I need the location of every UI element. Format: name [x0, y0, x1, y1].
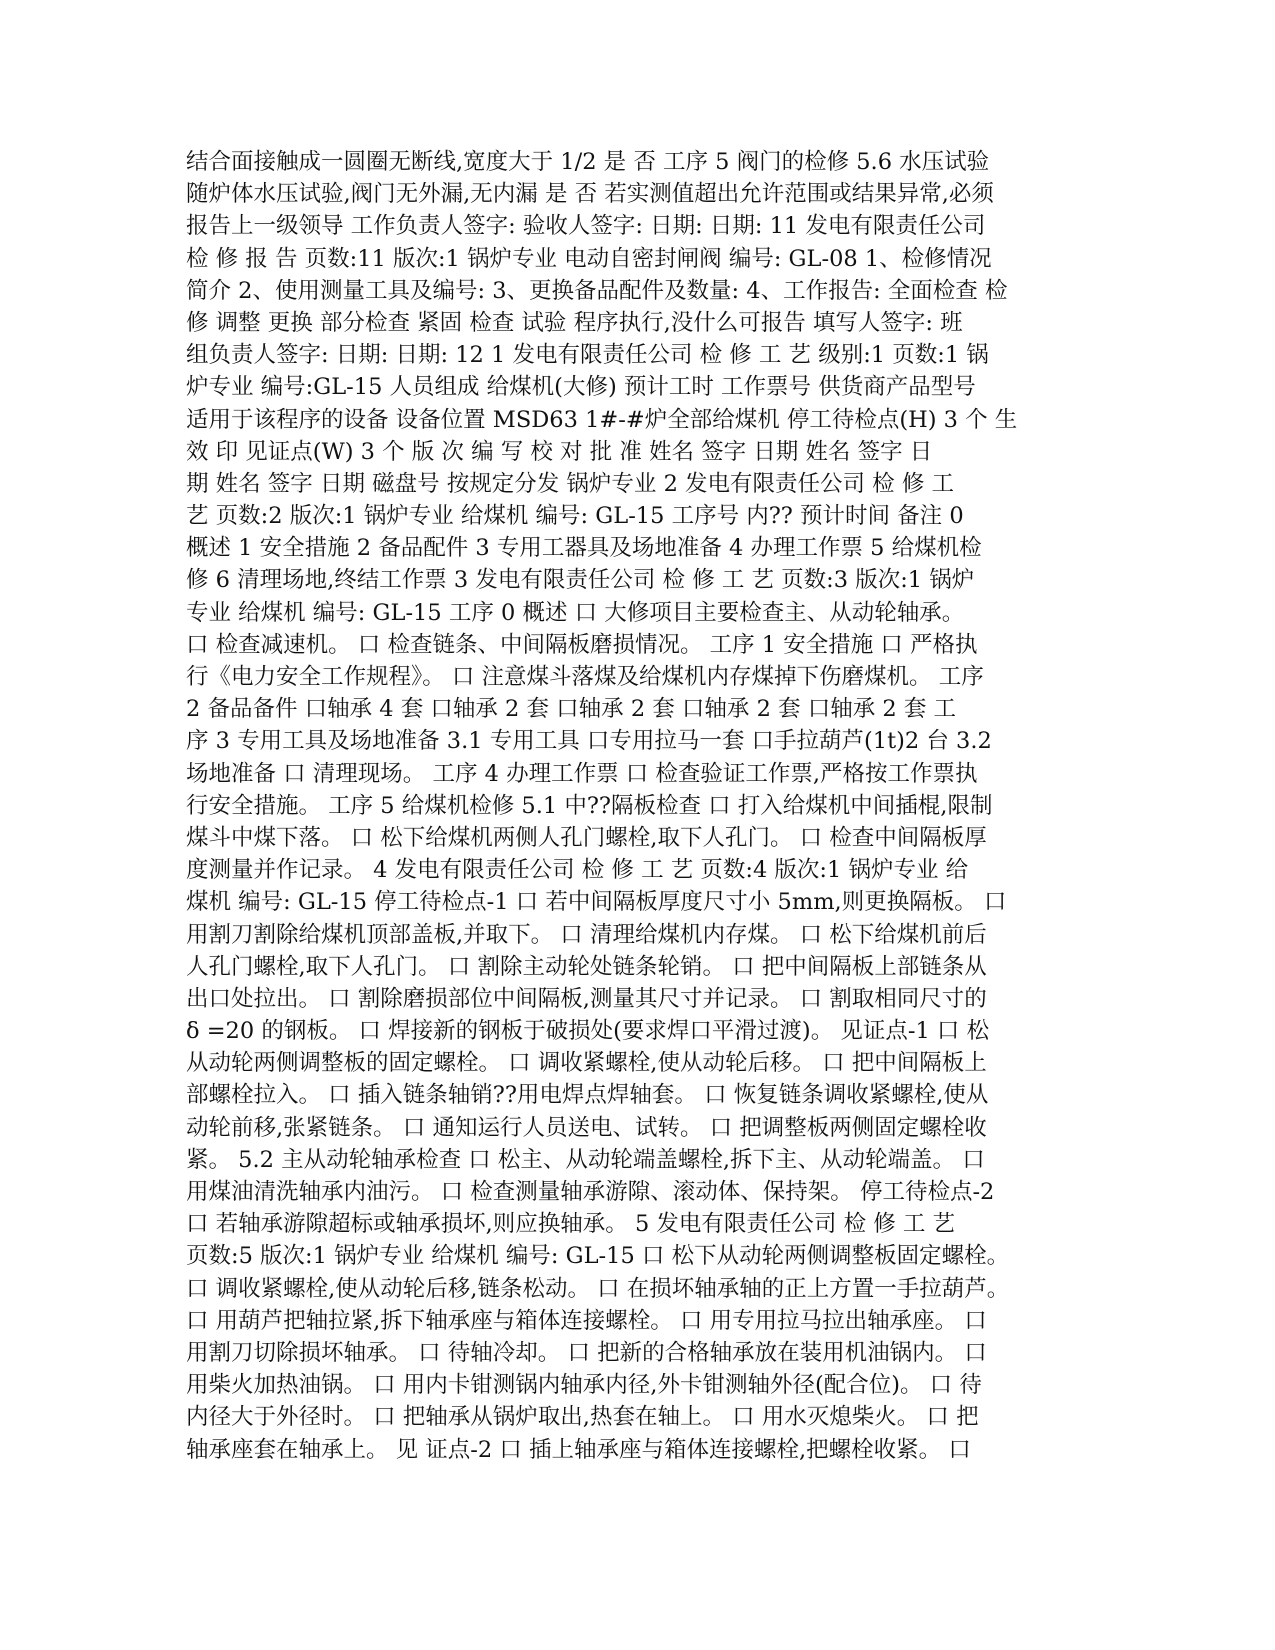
- text-line: 适用于该程序的设备 设备位置 MSD63 1#-#炉全部给煤机 停工待检点(H) 3 个 生: [186, 406, 1018, 433]
- text-line: 紧。 5.2 主从动轮轴承检查 口 松主、从动轮端盖螺栓,拆下主、从动轮端盖。 口: [186, 1146, 985, 1173]
- text-line: 轴承座套在轴承上。 见 证点-2 口 插上轴承座与箱体连接螺栓,把螺栓收紧。 口: [186, 1436, 971, 1463]
- text-line: 页数:5 版次:1 锅炉专业 给煤机 编号: GL-15 口 松下从动轮两侧调整板固定螺栓。: [186, 1243, 1010, 1270]
- text-line: 用割刀切除损坏轴承。 口 待轴冷却。 口 把新的合格轴承放在装用机油锅内。 口: [186, 1339, 987, 1366]
- text-line: 用割刀割除给煤机顶部盖板,并取下。 口 清理给煤机内存煤。 口 松下给煤机前后: [186, 921, 987, 948]
- text-line: 口 调收紧螺栓,使从动轮后移,链条松动。 口 在损坏轴承轴的正上方置一手拉葫芦。: [186, 1275, 1010, 1302]
- text-line: 修 6 清理场地,终结工作票 3 发电有限责任公司 检 修 工 艺 页数:3 版次:1 锅炉: [186, 567, 975, 594]
- text-line: 动轮前移,张紧链条。 口 通知运行人员送电、试转。 口 把调整板两侧固定螺栓收: [186, 1114, 987, 1141]
- text-line: 煤机 编号: GL-15 停工待检点-1 口 若中间隔板厚度尺寸小 5mm,则更换隔板。 口: [186, 889, 1007, 916]
- text-line: 人孔门螺栓,取下人孔门。 口 割除主动轮处链条轮销。 口 把中间隔板上部链条从: [186, 953, 987, 980]
- text-line: 用柴火加热油锅。 口 用内卡钳测锅内轴承内径,外卡钳测轴外径(配合位)。 口 待: [186, 1372, 982, 1399]
- text-line: 口 若轴承游隙超标或轴承损坏,则应换轴承。 5 发电有限责任公司 检 修 工 艺: [186, 1211, 956, 1238]
- text-line: 2 备品备件 口轴承 4 套 口轴承 2 套 口轴承 2 套 口轴承 2 套 口轴承 2 套 工: [186, 696, 956, 723]
- text-line: 从动轮两侧调整板的固定螺栓。 口 调收紧螺栓,使从动轮后移。 口 把中间隔板上: [186, 1050, 987, 1077]
- text-line: δ =20 的钢板。 口 焊接新的钢板于破损处(要求焊口平滑过渡)。 见证点-1 口 松: [186, 1018, 990, 1045]
- text-line: 口 检查减速机。 口 检查链条、中间隔板磨损情况。 工序 1 安全措施 口 严格执: [186, 631, 978, 658]
- text-line: 炉专业 编号:GL-15 人员组成 给煤机(大修) 预计工时 工作票号 供货商产品型号: [186, 374, 976, 401]
- text-line: 部螺栓拉入。 口 插入链条轴销??用电焊点焊轴套。 口 恢复链条调收紧螺栓,使从: [186, 1082, 989, 1109]
- text-line: 检 修 报 告 页数:11 版次:1 锅炉专业 电动自密封闸阀 编号: GL-08 1、检修情况: [186, 245, 992, 272]
- text-line: 行安全措施。 工序 5 给煤机检修 5.1 中??隔板检查 口 打入给煤机中间插棍,限制: [186, 792, 993, 819]
- body-text: [186, 146, 1086, 1466]
- text-line: 场地准备 口 清理现场。 工序 4 办理工作票 口 检查验证工作票,严格按工作票执: [186, 760, 978, 787]
- text-line: 报告上一级领导 工作负责人签字: 验收人签字: 日期: 日期: 11 发电有限责任公司: [186, 213, 986, 240]
- text-line: 修 调整 更换 部分检查 紧固 检查 试验 程序执行,没什么可报告 填写人签字: 班: [186, 309, 963, 336]
- text-line: 内径大于外径时。 口 把轴承从锅炉取出,热套在轴上。 口 用水灭熄柴火。 口 把: [186, 1404, 979, 1431]
- text-line: 口 用葫芦把轴拉紧,拆下轴承座与箱体连接螺栓。 口 用专用拉马拉出轴承座。 口: [186, 1307, 987, 1334]
- text-line: 出口处拉出。 口 割除磨损部位中间隔板,测量其尺寸并记录。 口 割取相同尺寸的: [186, 985, 987, 1012]
- text-line: 概述 1 安全措施 2 备品配件 3 专用工器具及场地准备 4 办理工作票 5 给煤机检: [186, 535, 982, 562]
- text-line: 组负责人签字: 日期: 日期: 12 1 发电有限责任公司 检 修 工 艺 级别:1 页数:1 锅: [186, 342, 989, 369]
- text-line: 行《电力安全工作规程》。 口 注意煤斗落煤及给煤机内存煤掉下伤磨煤机。 工序: [186, 664, 984, 690]
- text-line: 煤斗中煤下落。 口 松下给煤机两侧人孔门螺栓,取下人孔门。 口 检查中间隔板厚: [186, 824, 987, 851]
- text-line: 序 3 专用工具及场地准备 3.1 专用工具 口专用拉马一套 口手拉葫芦(1t)2 台 3.2: [186, 728, 992, 755]
- text-line: 专业 给煤机 编号: GL-15 工序 0 概述 口 大修项目主要检查主、从动轮轴承。: [186, 599, 965, 626]
- text-line: 简介 2、使用测量工具及编号: 3、更换备品配件及数量: 4、工作报告: 全面检查 检: [186, 277, 1008, 304]
- text-line: 效 印 见证点(W) 3 个 版 次 编 写 校 对 批 准 姓名 签字 日期 姓名 签字 日: [186, 438, 933, 465]
- text-line: 用煤油清洗轴承内油污。 口 检查测量轴承游隙、滚动体、保持架。 停工待检点-2: [186, 1179, 995, 1205]
- text-line: 度测量并作记录。 4 发电有限责任公司 检 修 工 艺 页数:4 版次:1 锅炉专业 给: [186, 857, 969, 884]
- text-line: 期 姓名 签字 日期 磁盘号 按规定分发 锅炉专业 2 发电有限责任公司 检 修 工: [186, 470, 954, 497]
- text-line: 结合面接触成一圆圈无断线,宽度大于 1/2 是 否 工序 5 阀门的检修 5.6 水压试验: [186, 149, 990, 175]
- text-line: 艺 页数:2 版次:1 锅炉专业 给煤机 编号: GL-15 工序号 内?? 预计时间 备注 0: [186, 503, 964, 530]
- text-line: 随炉体水压试验,阀门无外漏,无内漏 是 否 若实测值超出允许范围或结果异常,必须: [186, 181, 994, 208]
